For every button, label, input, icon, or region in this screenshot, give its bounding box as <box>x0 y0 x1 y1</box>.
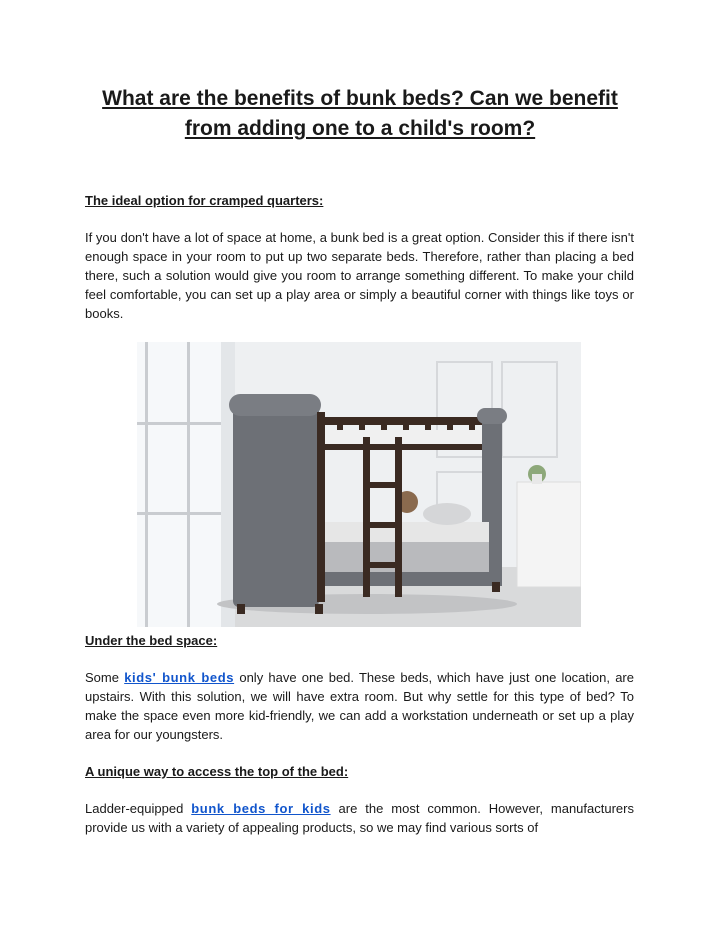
section-text-cramped-quarters: If you don't have a lot of space at home, a bunk bed is a great option. Consider this if there isn't enough space in your room to put up two separate beds. Therefore, rather than placing a bed there, such a solution would give you room to arrange something different. To make your child feel comfortable, you can set up a play area or simply a beautiful corner with things like toys or books. <box>85 230 634 321</box>
bunk-bed-photo <box>137 342 581 627</box>
section-heading-cramped-quarters: The ideal option for cramped quarters: <box>85 193 324 208</box>
section-heading-access-top: A unique way to access the top of the bed: <box>85 764 349 779</box>
document-title <box>60 84 660 144</box>
bunk-beds-for-kids-link[interactable]: bunk beds for kids <box>191 801 331 816</box>
section-heading-under-bed-space: Under the bed space: <box>85 633 218 648</box>
section-text-under-bed-space <box>85 668 634 744</box>
text-before-link: Ladder-equipped <box>85 801 184 816</box>
title-line-2: from adding one to a child's room? <box>184 117 536 140</box>
text-after-link: only have one bed. These beds, which have just one location, are upstairs. With this solution, we will have extra room. But why settle for this type of bed? To make the space even more kid-friendly, we can add a workstation underneath or set up a play area for our youngsters. <box>85 670 634 742</box>
text-after-link: are the most common. However, manufacturers provide us with a variety of appealing products, so we may find various sorts of <box>85 801 634 835</box>
text-before-link: Some <box>85 670 119 685</box>
kids-bunk-beds-link[interactable]: kids' bunk beds <box>124 670 235 685</box>
section-text-access-top <box>85 799 634 837</box>
title-line-1: What are the benefits of bunk beds? Can we benefit <box>102 87 618 110</box>
